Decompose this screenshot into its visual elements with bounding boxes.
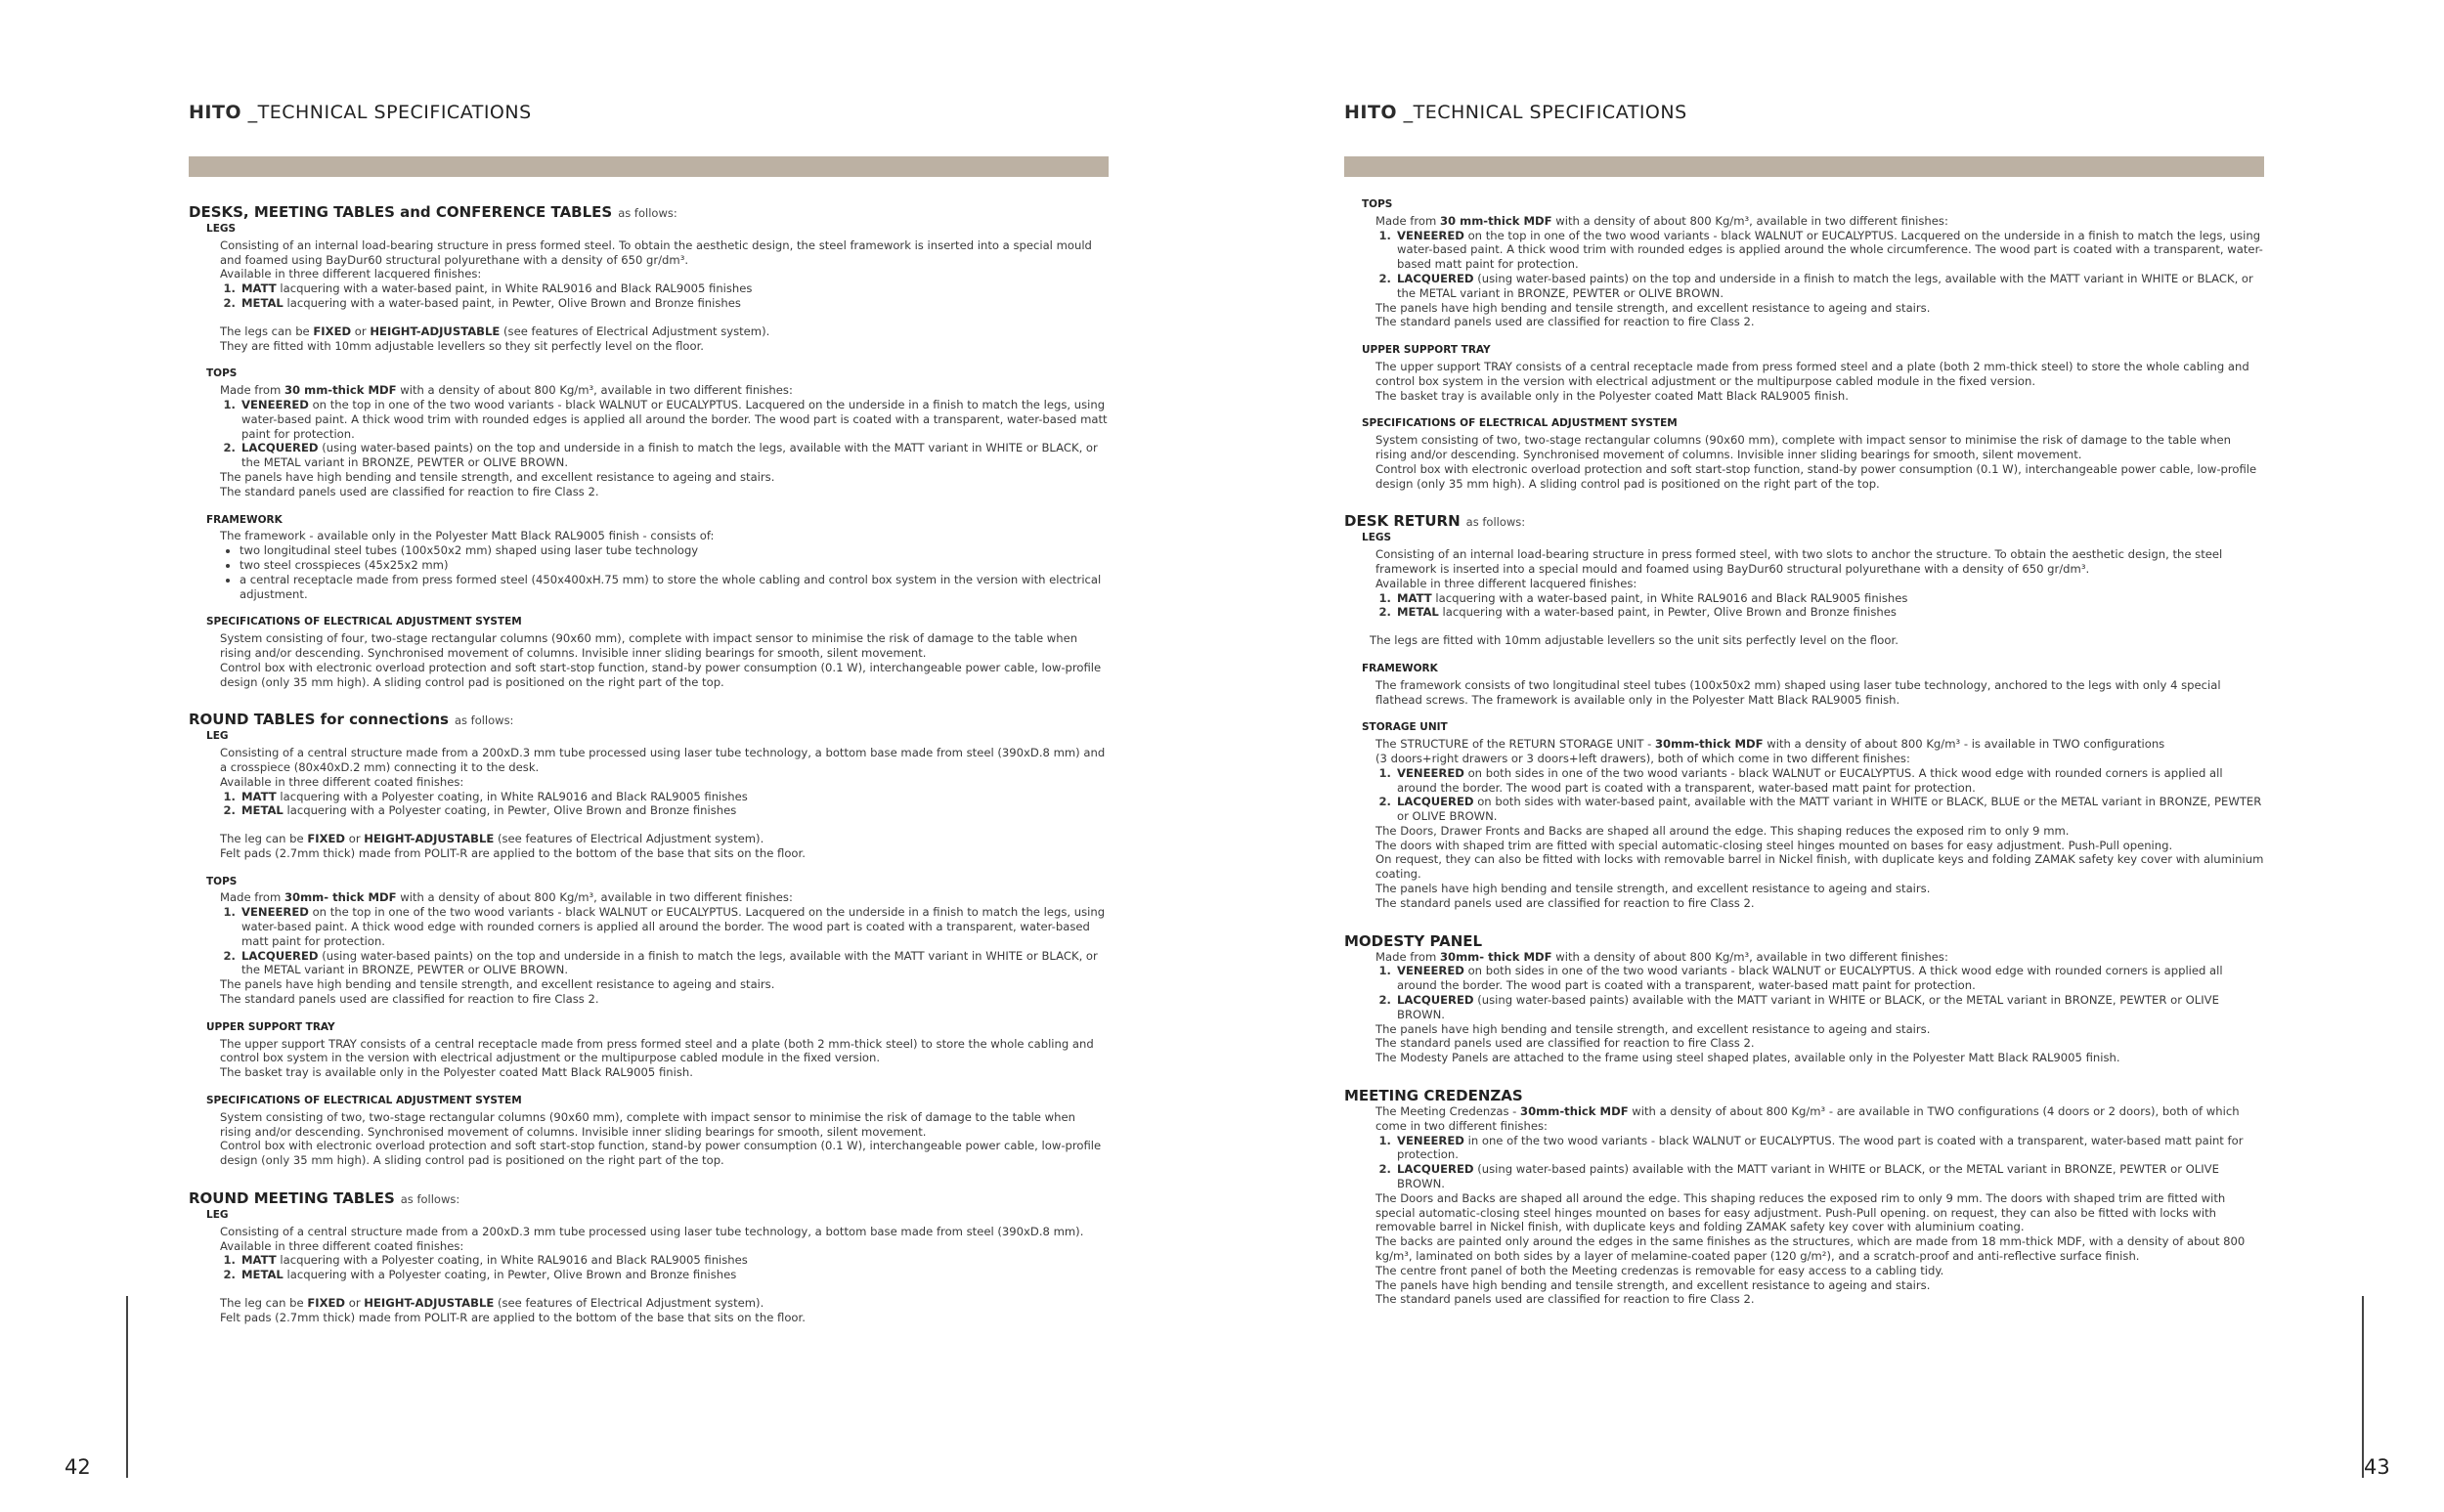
margin-rule [2362, 1296, 2364, 1478]
paragraph: The basket tray is available only in the Polyester coated Matt Black RAL9005 finish. [220, 1065, 693, 1080]
list-item: 2. METAL lacquering with a water-based paint, in Pewter, Olive Brown and Bronze finishes [240, 296, 1109, 311]
paragraph: Consisting of a central structure made from a 200xD.3 mm tube processed using laser tube technology, a bottom base made from steel (390xD.8 mm). Available in three different coated finishes: [220, 1224, 1084, 1253]
paragraph: System consisting of four, two-stage rectangular columns (90x60 mm), complete with impact sensor to minimise the risk of damage to the table when rising and/or descending. Synchronised movement of columns. Invisible inner sliding bearings for smooth, silent movement. [220, 631, 1078, 660]
list-item: 2. LACQUERED (using water-based paints) on the top and underside in a finish to match the legs, available with the MATT variant in WHITE or BLACK, or the METAL variant in BRONZE, PEWTER or OLIVE BROWN. [240, 949, 1109, 978]
paragraph: Control box with electronic overload protection and soft start-stop function, stand-by power consumption (0.1 W), interchangeable power cable, low-profile design (only 35 mm high). A sliding control pad is positioned on the right part of the top. [1375, 461, 2257, 491]
paragraph: Made from 30mm- thick MDF with a density of about 800 Kg/m³, available in two different finishes: [220, 890, 793, 905]
paragraph: Felt pads (2.7mm thick) made from POLIT-R are applied to the bottom of the base that sits on the floor. [220, 1310, 806, 1324]
paragraph: (3 doors+right drawers or 3 doors+left drawers), both of which come in two different finishes: [1375, 751, 1910, 765]
margin-rule [126, 1296, 128, 1478]
section-title: MEETING CREDENZAS [1344, 1087, 1523, 1105]
paragraph: The centre front panel of both the Meeting credenzas is removable for easy access to a cabling tidy. [1375, 1263, 1944, 1277]
paragraph: System consisting of two, two-stage rectangular columns (90x60 mm), complete with impact sensor to minimise the risk of damage to the table when rising and/or descending. Synchronised movement of columns. Invisible inner sliding bearings for smooth, silent movement. [220, 1109, 1075, 1139]
list-item: 1. VENEERED on both sides in one of the two wood variants - black WALNUT or EUCALYPTUS. A thick wood edge with rounded corners is applied all around the border. The wood part is coated with a transparent, water-based matt paint for protection. [1395, 766, 2264, 796]
page-number: 42 [65, 1455, 91, 1479]
paragraph: The basket tray is available only in the Polyester coated Matt Black RAL9005 finish. [1375, 388, 1849, 403]
section-title: DESKS, MEETING TABLES and CONFERENCE TABLES as follows: [189, 203, 677, 221]
numbered-list [220, 790, 1109, 819]
header-title: _TECHNICAL SPECIFICATIONS [1397, 102, 1687, 123]
numbered-list [220, 398, 1109, 470]
list-item: 2. LACQUERED (using water-based paints) on the top and underside in a finish to match the legs, available with the MATT variant in WHITE or BLACK, or the METAL variant in BRONZE, PEWTER or OLIVE BROWN. [240, 441, 1109, 470]
paragraph: The leg can be FIXED or HEIGHT-ADJUSTABLE (see features of Electrical Adjustment system). [220, 1296, 764, 1311]
paragraph: The panels have high bending and tensile strength, and excellent resistance to ageing and stairs. [1375, 1277, 1931, 1292]
paragraph: Control box with electronic overload protection and soft start-stop function, stand-by power consumption (0.1 W), interchangeable power cable, low-profile design (only 35 mm high). A sliding control pad is positioned on the right part of the top. [220, 660, 1102, 689]
paragraph: Made from 30 mm-thick MDF with a density of about 800 Kg/m³, available in two different finishes: [220, 383, 793, 398]
paragraph: The upper support TRAY consists of a central receptacle made from press formed steel and a plate (both 2 mm-thick steel) to store the whole cabling and control box system in the version with electrical adjustment or the multipurpose cabled module in the fixed version. [220, 1036, 1094, 1065]
list-item: 2. LACQUERED (using water-based paints) available with the MATT variant in WHITE or BLACK, or the METAL variant in BRONZE, PEWTER or OLIVE BROWN. [1395, 993, 2264, 1022]
list-item: • two longitudinal steel tubes (100x50x2 mm) shaped using laser tube technology [240, 543, 1109, 558]
paragraph: The panels have high bending and tensile strength, and excellent resistance to ageing and stairs. [1375, 300, 1931, 315]
bullet-list [220, 543, 1109, 601]
header-brand: HITO [1344, 102, 1398, 123]
list-item: 1. VENEERED on the top in one of the two wood variants - black WALNUT or EUCALYPTUS. Lacquered on the underside in a finish to match the legs, using water-based paint. A thick wood trim with rounded edges is applied around the whole circumference. The wood part is coated with a transparent, water-based matt paint for protection. [1395, 229, 2264, 272]
list-item: 1. VENEERED on the top in one of the two wood variants - black WALNUT or EUCALYPTUS. Lacquered on the underside in a finish to match the legs, using water-based paint. A thick wood trim with rounded edges is applied all around the border. The wood part is coated with a transparent, water-based matt paint for protection. [240, 398, 1109, 441]
subtitle: FRAMEWORK [206, 513, 283, 526]
paragraph: The Doors and Backs are shaped all around the edge. This shaping reduces the exposed rim to only 9 mm. The doors with shaped trim are fitted with special automatic-closing steel hinges mounted on bases for easy adjustment. Push-Pull opening. on request, they can also be fitted with locks with removable barrel in Nickel finish, with duplicate keys and folding ZAMAK safety key cover with aluminium coating. [1375, 1190, 2226, 1234]
numbered-list [220, 905, 1109, 977]
paragraph: They are fitted with 10mm adjustable levellers so they sit perfectly level on the floor. [220, 338, 704, 353]
paragraph: Felt pads (2.7mm thick) made from POLIT-R are applied to the bottom of the base that sits on the floor. [220, 845, 806, 860]
paragraph: The standard panels used are classified for reaction to fire Class 2. [1375, 1292, 1755, 1307]
paragraph: The doors with shaped trim are fitted with special automatic-closing steel hinges mounted on bases for easy adjustment. Push-Pull opening. [1375, 838, 2173, 852]
section-title: DESK RETURN as follows: [1344, 512, 1526, 531]
numbered-list [1375, 964, 2264, 1021]
paragraph: Available in three different lacquered finishes: [220, 267, 482, 281]
paragraph: Consisting of a central structure made from a 200xD.3 mm tube processed using laser tube technology, a bottom base made from steel (390xD.8 mm) and a crosspiece (80x40xD.2 mm) connecting it to the desk. [220, 746, 1106, 774]
section-title: ROUND TABLES for connections as follows: [189, 711, 514, 729]
paragraph: The leg can be FIXED or HEIGHT-ADJUSTABLE (see features of Electrical Adjustment system). [220, 832, 764, 846]
numbered-list [1375, 591, 2264, 621]
paragraph: The panels have high bending and tensile strength, and excellent resistance to ageing and stairs. [220, 977, 775, 992]
paragraph: The backs are painted only around the edges in the same finishes as the structures, which are made from 18 mm-thick MDF, with a density of about 800 kg/m³, laminated on both sides by a layer of melamine-coated paper (120 g/m²), and a scratch-proof and anti-reflective surface finish. [1375, 1234, 2246, 1264]
header-brand: HITO [189, 102, 242, 123]
paragraph: The upper support TRAY consists of a central receptacle made from press formed steel and a plate (both 2 mm-thick steel) to store the whole cabling and control box system in the version with electrical adjustment or the multipurpose cabled module in the fixed version. [1375, 359, 2249, 388]
paragraph: The standard panels used are classified for reaction to fire Class 2. [220, 992, 599, 1007]
paragraph: The standard panels used are classified for reaction to fire Class 2. [1375, 1036, 1755, 1051]
section-title: ROUND MEETING TABLES as follows: [189, 1189, 460, 1208]
section-title: MODESTY PANEL [1344, 931, 1483, 950]
paragraph: System consisting of two, two-stage rectangular columns (90x60 mm), complete with impact sensor to minimise the risk of damage to the table when rising and/or descending. Synchronised movement of columns. Invisible inner sliding bearings for smooth, silent movement. [1375, 433, 2231, 461]
paragraph: The STRUCTURE of the RETURN STORAGE UNIT - 30mm-thick MDF with a density of about 800 Kg/m³ - is available in TWO configurations [1375, 737, 2165, 752]
page-number: 43 [2364, 1455, 2390, 1479]
paragraph: Consisting of an internal load-bearing structure in press formed steel, with two slots to anchor the structure. To obtain the aesthetic design, the steel framework is inserted into a special mould and foamed using BayDur60 structural polyurethane with a density of 650 gr/dm³. [1375, 547, 2223, 576]
list-item: 2. METAL lacquering with a Polyester coating, in Pewter, Olive Brown and Bronze finishes [240, 1268, 1109, 1282]
left-content [189, 182, 1109, 1325]
paragraph: Made from 30 mm-thick MDF with a density of about 800 Kg/m³, available in two different finishes: [1375, 213, 1948, 228]
subtitle: LEG [206, 1209, 229, 1222]
paragraph: Control box with electronic overload protection and soft start-stop function, stand-by power consumption (0.1 W), interchangeable power cable, low-profile design (only 35 mm high). A sliding control pad is positioned on the right part of the top. [220, 1139, 1102, 1168]
subtitle: TOPS [206, 367, 238, 380]
subtitle: TOPS [1362, 198, 1393, 210]
list-item: • a central receptacle made from press formed steel (450x400xH.75 mm) to store the whole cabling and control box system in the version with electrical adjustment. [240, 573, 1109, 602]
list-item: 2. LACQUERED on both sides with water-based paint, available with the MATT variant in WHITE or BLACK, BLUE or the METAL variant in BRONZE, PEWTER or OLIVE BROWN. [1395, 795, 2264, 824]
paragraph: Consisting of an internal load-bearing structure in press formed steel. To obtain the aesthetic design, the steel framework is inserted into a special mould and foamed using BayDur60 structural polyurethane with a density of 650 gr/dm³. [220, 238, 1092, 267]
subtitle: LEGS [1362, 532, 1392, 544]
paragraph: The panels have high bending and tensile strength, and excellent resistance to ageing and stairs. [220, 469, 775, 484]
header-title: _TECHNICAL SPECIFICATIONS [241, 102, 532, 123]
numbered-list [220, 281, 1109, 311]
subtitle: SPECIFICATIONS OF ELECTRICAL ADJUSTMENT SYSTEM [1362, 417, 1678, 430]
numbered-list [1375, 1134, 2264, 1191]
paragraph: The panels have high bending and tensile strength, and excellent resistance to ageing and stairs. [1375, 1021, 1931, 1036]
subtitle: TOPS [206, 875, 238, 887]
right-content [1344, 197, 2264, 1307]
paragraph: On request, they can also be fitted with locks with removable barrel in Nickel finish, with duplicate keys and folding ZAMAK safety key cover with aluminium coating. [1375, 852, 2264, 882]
header-band [1344, 156, 2264, 177]
page-header [1344, 102, 1687, 123]
subtitle: STORAGE UNIT [1362, 721, 1448, 734]
paragraph: The Modesty Panels are attached to the frame using steel shaped plates, available only in the Polyester Matt Black RAL9005 finish. [1375, 1051, 2120, 1065]
list-item: 2. METAL lacquering with a Polyester coating, in Pewter, Olive Brown and Bronze finishes [240, 803, 1109, 818]
paragraph: The Doors, Drawer Fronts and Backs are shaped all around the edge. This shaping reduces the exposed rim to only 9 mm. [1375, 823, 2070, 838]
paragraph: The panels have high bending and tensile strength, and excellent resistance to ageing and stairs. [1375, 882, 1931, 896]
list-item: 1. VENEERED on both sides in one of the two wood variants - black WALNUT or EUCALYPTUS. A thick wood edge with rounded corners is applied all around the border. The wood part is coated with a transparent, water-based matt paint for protection. [1395, 964, 2264, 993]
header-band [189, 156, 1109, 177]
paragraph: The legs can be FIXED or HEIGHT-ADJUSTABLE (see features of Electrical Adjustment system). [220, 324, 770, 338]
list-item: 2. LACQUERED (using water-based paints) on the top and underside in a finish to match the legs, available with the MATT variant in WHITE or BLACK, or the METAL variant in BRONZE, PEWTER or OLIVE BROWN. [1395, 272, 2264, 301]
subtitle: FRAMEWORK [1362, 662, 1438, 674]
paragraph: The framework - available only in the Polyester Matt Black RAL9005 finish - consists of: [220, 529, 715, 543]
list-item: 1. MATT lacquering with a Polyester coating, in White RAL9016 and Black RAL9005 finishes [240, 790, 1109, 804]
paragraph: The standard panels used are classified for reaction to fire Class 2. [220, 484, 599, 498]
paragraph: The standard panels used are classified for reaction to fire Class 2. [1375, 895, 1755, 910]
paragraph: The standard panels used are classified for reaction to fire Class 2. [1375, 315, 1755, 329]
paragraph: The legs are fitted with 10mm adjustable levellers so the unit sits perfectly level on the floor. [1370, 633, 1898, 648]
paragraph: The framework consists of two longitudinal steel tubes (100x50x2 mm) shaped using laser tube technology, anchored to the legs with only 4 special flathead screws. The framework is available only in the Polyester Matt Black RAL9005 finish. [1375, 677, 2221, 707]
subtitle: SPECIFICATIONS OF ELECTRICAL ADJUSTMENT SYSTEM [206, 1095, 522, 1107]
numbered-list [1375, 766, 2264, 824]
list-item: 1. MATT lacquering with a water-based paint, in White RAL9016 and Black RAL9005 finishes [240, 281, 1109, 296]
paragraph: Available in three different lacquered finishes: [1375, 576, 1637, 590]
subtitle: LEGS [206, 223, 237, 235]
list-item: 2. METAL lacquering with a water-based paint, in Pewter, Olive Brown and Bronze finishes [1395, 605, 2264, 620]
subtitle: UPPER SUPPORT TRAY [1362, 344, 1491, 357]
list-item: • two steel crosspieces (45x25x2 mm) [240, 558, 1109, 573]
list-item: 1. VENEERED on the top in one of the two wood variants - black WALNUT or EUCALYPTUS. Lacquered on the underside in a finish to match the legs, using water-based paint. A thick wood edge with rounded corners is applied all around the border. The wood part is coated with a transparent, water-based matt paint for protection. [240, 905, 1109, 948]
list-item: 2. LACQUERED (using water-based paints) available with the MATT variant in WHITE or BLACK, or the METAL variant in BRONZE, PEWTER or OLIVE BROWN. [1395, 1162, 2264, 1191]
paragraph: Made from 30mm- thick MDF with a density of about 800 Kg/m³, available in two different finishes: [1375, 949, 1948, 964]
subtitle: LEG [206, 730, 229, 743]
subtitle: UPPER SUPPORT TRAY [206, 1020, 335, 1033]
list-item: 1. MATT lacquering with a water-based paint, in White RAL9016 and Black RAL9005 finishes [1395, 591, 2264, 606]
page-header [189, 102, 532, 123]
right-page [1222, 0, 2444, 1512]
list-item: 1. VENEERED in one of the two wood variants - black WALNUT or EUCALYPTUS. The wood part is coated with a transparent, water-based matt paint for protection. [1395, 1134, 2264, 1163]
numbered-list [220, 1253, 1109, 1282]
list-item: 1. MATT lacquering with a Polyester coating, in White RAL9016 and Black RAL9005 finishes [240, 1253, 1109, 1268]
numbered-list [1375, 229, 2264, 301]
paragraph: The Meeting Credenzas - 30mm-thick MDF with a density of about 800 Kg/m³ - are available in TWO configurations (4 doors or 2 doors), both of which come in two different finishes: [1375, 1104, 2240, 1133]
paragraph: Available in three different coated finishes: [220, 774, 464, 789]
subtitle: SPECIFICATIONS OF ELECTRICAL ADJUSTMENT SYSTEM [206, 616, 522, 628]
